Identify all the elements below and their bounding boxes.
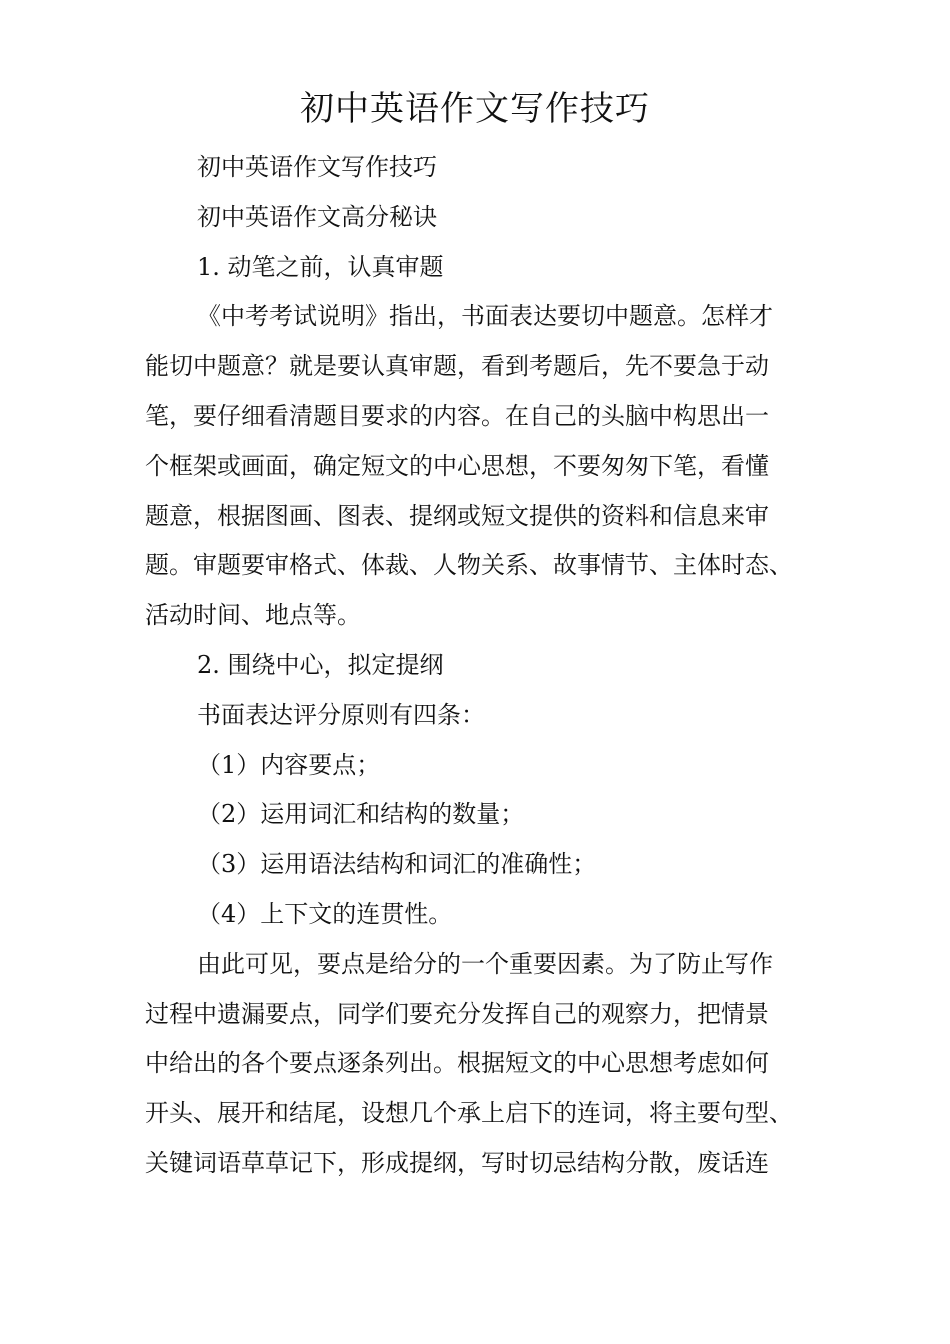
document-body [145,143,813,1189]
list-item: （1）内容要点； [197,750,381,779]
list-item: （2）运用词汇和结构的数量； [197,800,525,829]
paragraph-line: 由此可见，要点是给分的一个重要因素。为了防止写作 [197,949,773,978]
section-heading: 2. 围绕中心，拟定提纲 [197,650,444,679]
paragraph-line: 关键词语草草记下，形成提纲，写时切忌结构分散，废话连 [145,1148,769,1177]
paragraph-line: 个框架或画面，确定短文的中心思想，不要匆匆下笔，看懂 [145,451,769,480]
list-item: （3）运用语法结构和词汇的准确性； [197,850,597,879]
list-item: （4）上下文的连贯性。 [197,899,453,928]
subtitle-line: 初中英语作文高分秘诀 [197,202,437,231]
paragraph-line: 过程中遗漏要点，同学们要充分发挥自己的观察力，把情景 [145,999,769,1028]
document-title: 初中英语作文写作技巧 [300,89,650,129]
paragraph-line: 能切中题意？就是要认真审题，看到考题后，先不要急于动 [145,352,769,381]
paragraph-line: 题。审题要审格式、体裁、人物关系、故事情节、主体时态、 [145,551,793,580]
paragraph-line: 开头、展开和结尾，设想几个承上启下的连词，将主要句型、 [145,1099,793,1128]
paragraph-line: 题意，根据图画、图表、提纲或短文提供的资料和信息来审 [145,501,769,530]
subtitle-line: 初中英语作文写作技巧 [197,153,437,181]
paragraph-line: 书面表达评分原则有四条： [197,700,485,729]
paragraph-line: 中给出的各个要点逐条列出。根据短文的中心思想考虑如何 [145,1049,769,1078]
paragraph-line: 《中考考试说明》指出，书面表达要切中题意。怎样才 [197,302,773,331]
section-heading: 1. 动笔之前，认真审题 [197,252,444,281]
paragraph-line: 活动时间、地点等。 [145,601,361,630]
paragraph-line: 笔，要仔细看清题目要求的内容。在自己的头脑中构思出一 [145,401,769,430]
